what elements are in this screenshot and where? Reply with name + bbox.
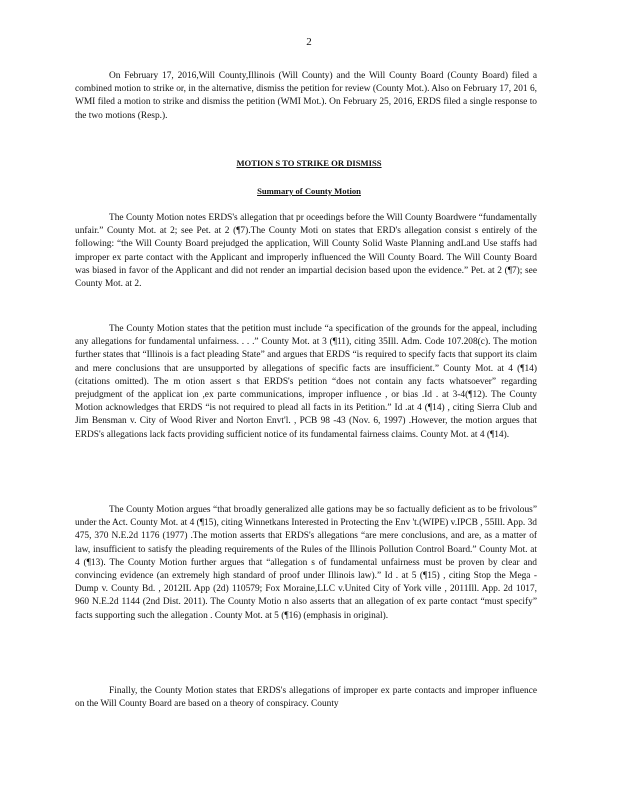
subsection-heading: Summary of County Motion bbox=[257, 186, 361, 196]
paragraph-finally: Finally, the County Motion states that ERDS's allegations of improper ex parte contacts and improper influence on the Will County Board are based on a theory of conspiracy. County bbox=[75, 686, 537, 710]
paragraph-procedural-history: On February 17, 2016,Will County,Illinois (Will County) and the Will County Board (County Board) filed a combined motion to strike or, in the alternative, dismiss the petition for review (County Mot.). Also on February 17, 201 6, WMI filed a motion to strike and dismiss the petition (WMI Mot.). On February 25, 2016, ERDS filed a single response to the two motions (Resp.). bbox=[75, 71, 537, 121]
page-number: 2 bbox=[306, 36, 312, 48]
paragraph-county-motion-argues: The County Motion argues “that broadly generalized alle gations may be so factually deficient as to be frivolous” under the Act. County Mot. at 4 (¶15), citing Winnetkans Interested in Protecting the Env 't.(WIPE) v.IPCB , 55Ill. App. 3d 475, 370 N.E.2d 1176 (1977) .The motion asserts that ERDS's allegations “are mere conclusions, and are, as a matter of law, insufficient to satisfy the pleading requirements of the Rules of the Illinois Pollution Control Board.” County Mot. at 4 (¶13). The County Motion further argues that “allegation s of fundamental unfairness must be proven by clear and convincing evidence (an extremely high standard of proof under Illinois law).” Id . at 5 (¶15) , citing Stop the Mega -Dump v. County Bd. , 2012IL App (2d) 110579; Fox Moraine,LLC v.United City of York ville , 2011Ill. App. 2d 1017, 960 N.E.2d 1144 (2nd Dist. 2011). The County Motio n also asserts that an allegation of ex parte contact “must specify” facts supporting such the allegation . County Mot. at 5 (¶16) (emphasis in original). bbox=[75, 505, 537, 621]
section-heading: MOTION S TO STRIKE OR DISMISS bbox=[236, 158, 382, 168]
paragraph-county-motion-notes: The County Motion notes ERDS's allegation that pr oceedings before the Will County Boardwere “fundamentally unfair.” County Mot. at 2; see Pet. at 2 (¶7).The County Moti on states that ERD's allegation consist s entirely of the following: “the Will County Board prejudged the application, Will County Solid Waste Planning andLand Use staffs had improper ex parte contact with the Applicant and improperly influenced the Will County Board. The Will County Board was biased in favor of the Applicant and did not render an impartial decision based upon the evidence.” Pet. at 2 (¶7); see County Mot. at 2. bbox=[75, 213, 537, 290]
paragraph-county-motion-states: The County Motion states that the petition must include “a specification of the grounds for the appeal, including any allegations for fundamental unfairness. . . .” County Mot. at 3 (¶11), citing 35Ill. Adm. Code 107.208(c). The motion further states that “Illinois is a fact pleading State” and argues that ERDS “is required to specify facts that support its claim and mere conclusions that are unsupported by allegations of specific facts are insufficient.” County Mot. at 4 (¶14) (citations omitted). The m otion assert s that ERDS's petition “does not contain any facts whatsoever” regarding prejudgment of the applicat ion ,ex parte communications, improper influence , or bias .Id . at 3-4(¶12). The County Motion acknowledges that ERDS “is not required to plead all facts in its Petition.” Id .at 4 (¶14) , citing Sierra Club and Jim Bensman v. City of Wood River and Norton Envt'l. , PCB 98 -43 (Nov. 6, 1997) .However, the motion argues that ERDS's allegations lack facts providing sufficient notice of its fundamental fairness claims. County Mot. at 4 (¶14). bbox=[75, 324, 537, 440]
